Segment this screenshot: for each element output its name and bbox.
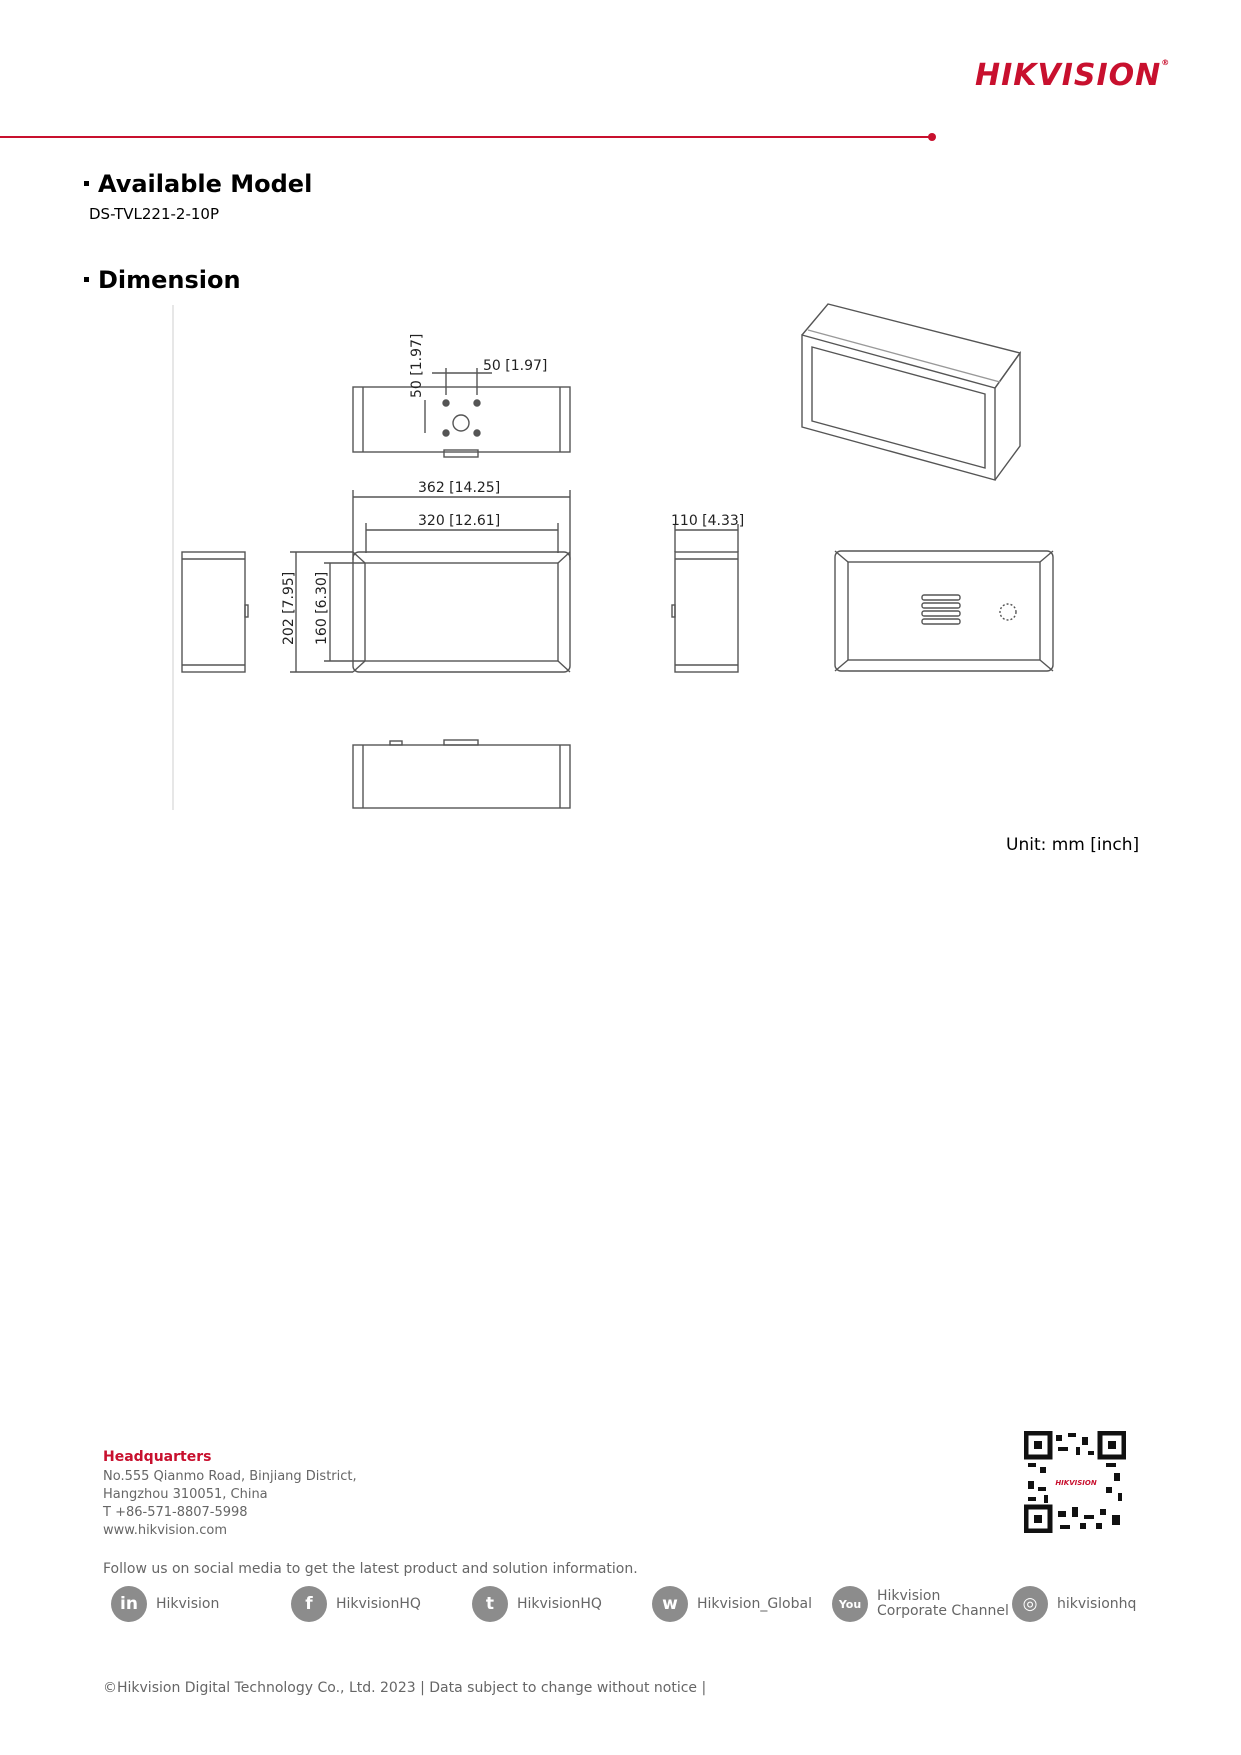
linkedin-icon: in — [111, 1586, 147, 1622]
social-linkedin[interactable] — [111, 1586, 219, 1622]
dim-depth: 110 [4.33] — [671, 513, 745, 529]
right-side-view — [672, 524, 738, 672]
available-model-heading: Available Model — [84, 170, 312, 198]
social-wechat-label: Hikvision_Global — [697, 1596, 812, 1612]
social-youtube[interactable] — [832, 1586, 1009, 1622]
qr-code — [1024, 1431, 1126, 1533]
top-view — [353, 368, 570, 457]
social-youtube-label-2: Corporate Channel — [877, 1603, 1009, 1619]
dim-inner-width: 320 [12.61] — [418, 513, 501, 529]
social-instagram[interactable] — [1012, 1586, 1136, 1622]
left-side-view — [182, 552, 248, 672]
bottom-view — [353, 740, 570, 808]
hikvision-logo: HIKVISION® — [975, 58, 1171, 93]
twitter-icon: t — [472, 1586, 508, 1622]
perspective-view — [802, 304, 1020, 480]
dim-top-height: 50 [1.97] — [409, 333, 425, 398]
unit-note: Unit: mm [inch] — [1006, 835, 1140, 855]
social-twitter[interactable] — [472, 1586, 602, 1622]
header-divider — [0, 136, 930, 138]
social-twitter-label: HikvisionHQ — [517, 1596, 602, 1612]
dimension-heading: Dimension — [84, 266, 241, 294]
social-facebook[interactable] — [291, 1586, 421, 1622]
wechat-icon: w — [652, 1586, 688, 1622]
headquarters-title: Headquarters — [103, 1449, 212, 1465]
copyright-text: ©Hikvision Digital Technology Co., Ltd. 2023 | Data subject to change without notice | — [103, 1680, 707, 1696]
social-facebook-label: HikvisionHQ — [336, 1596, 421, 1612]
youtube-icon: You — [832, 1586, 868, 1622]
qr-logo-label: HIKVISION — [1055, 1479, 1097, 1487]
dim-inner-height: 160 [6.30] — [314, 571, 330, 645]
hq-phone: T +86-571-8807-5998 — [103, 1505, 248, 1520]
model-number: DS-TVL221-2-10P — [89, 205, 220, 223]
rear-view — [835, 551, 1053, 671]
social-youtube-label-1: Hikvision — [877, 1588, 941, 1604]
front-view — [353, 552, 570, 672]
header-divider-dot — [928, 133, 936, 141]
instagram-icon: ◎ — [1012, 1586, 1048, 1622]
follow-us-text: Follow us on social media to get the latest product and solution information. — [103, 1561, 638, 1577]
hq-address-line-2: Hangzhou 310051, China — [103, 1487, 268, 1502]
hq-website[interactable]: www.hikvision.com — [103, 1523, 227, 1538]
social-instagram-label: hikvisionhq — [1057, 1596, 1137, 1612]
social-linkedin-label: Hikvision — [156, 1596, 220, 1612]
headquarters-block — [103, 1449, 357, 1540]
dim-outer-height: 202 [7.95] — [281, 571, 297, 645]
dimension-drawing — [0, 290, 1100, 820]
dim-top-width: 50 [1.97] — [483, 358, 548, 374]
dim-outer-width: 362 [14.25] — [418, 480, 501, 496]
facebook-icon: f — [291, 1586, 327, 1622]
social-wechat[interactable] — [652, 1586, 812, 1622]
hq-address-line-1: No.555 Qianmo Road, Binjiang District, — [103, 1469, 357, 1484]
